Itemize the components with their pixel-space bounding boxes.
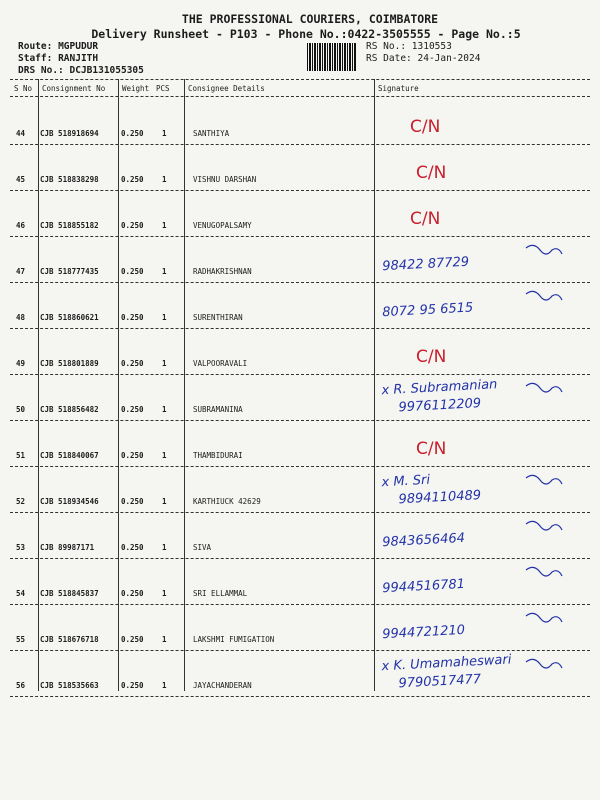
pieces-count: 1 [162,451,167,460]
signature [376,286,596,330]
table-row [0,192,600,238]
pieces-count: 1 [162,405,167,414]
company-title: THE PROFESSIONAL COURIERS, COIMBATORE [181,12,439,26]
signature [376,332,596,376]
serial-number: 51 [16,451,26,460]
row-divider [10,420,590,421]
route-label: Route: [18,41,53,52]
consignment-number: CJB 518777435 [40,267,99,276]
signature-scribble [526,613,562,622]
table-row [0,514,600,560]
serial-number: 53 [16,543,26,552]
weight-value: 0.250 [121,497,144,506]
weight-value: 0.250 [121,313,144,322]
serial-number: 54 [16,589,26,598]
handwritten-note: x R. Subramanian [381,377,498,399]
consignment-number: CJB 518934546 [40,497,99,506]
consignee-name: SUBRAMANINA [193,405,243,414]
rs-date [366,53,480,64]
table-row [0,284,600,330]
col-header-signature: Signature [378,84,419,93]
table-row [0,146,600,192]
handwritten-note: 9944721210 [381,622,466,643]
signature [376,470,596,514]
runsheet-subtitle: Delivery Runsheet - P103 - Phone No.:0422-3505555 - Page No.:5 [91,27,521,41]
consignment-number: CJB 518535663 [40,681,99,690]
consignment-number: CJB 518860621 [40,313,99,322]
weight-value: 0.250 [121,221,144,230]
row-divider [10,328,590,329]
consignee-name: VENUGOPALSAMY [193,221,252,230]
weight-value: 0.250 [121,267,144,276]
header-top-rule [10,79,590,80]
row-divider [10,604,590,605]
pieces-count: 1 [162,129,167,138]
handwritten-note: 9944516781 [381,576,466,597]
signature [376,240,596,284]
signature-scribble [526,383,562,392]
signature [376,148,596,192]
consignee-name: SANTHIYA [193,129,230,138]
pieces-count: 1 [162,497,167,506]
signature-scribble [526,475,562,484]
pieces-count: 1 [162,175,167,184]
rs-date-label: RS Date: [366,53,412,64]
consignee-name: VALPOORAVALI [193,359,248,368]
serial-number: 50 [16,405,26,414]
weight-value: 0.250 [121,635,144,644]
consignment-number: CJB 518838298 [40,175,99,184]
pieces-count: 1 [162,267,167,276]
consignee-name: JAYACHANDERAN [193,681,252,690]
signature-scribble [526,521,562,530]
consignee-name: SIVA [193,543,212,552]
weight-value: 0.250 [121,359,144,368]
handwritten-note: 9790517477 [398,672,482,692]
drs-label: DRS No.: [18,65,64,76]
cn-mark: C/N [410,117,441,137]
table-row [0,468,600,514]
signature [376,608,596,652]
pieces-count: 1 [162,543,167,552]
weight-value: 0.250 [121,451,144,460]
signature [376,424,596,468]
pieces-count: 1 [162,221,167,230]
col-header-consignment: Consignment No [42,84,106,93]
consignment-number: CJB 518856482 [40,405,99,414]
handwritten-note: 98422 87729 [381,254,470,275]
signature-scribble [526,659,562,668]
signature-scribble [526,245,562,254]
col-header-weight: Weight [122,84,150,93]
weight-value: 0.250 [121,175,144,184]
row-divider [10,466,590,467]
drs-info [18,65,144,76]
consignee-name: RADHAKRISHNAN [193,267,252,276]
consignee-name: LAKSHMI FUMIGATION [193,635,275,644]
rs-no-value: 1310553 [411,41,452,52]
serial-number: 47 [16,267,26,276]
rs-no-label: RS No.: [366,41,407,52]
consignment-number: CJB 518855182 [40,221,99,230]
handwritten-note: x K. Umamaheswari [381,652,512,675]
row-divider [10,374,590,375]
pieces-count: 1 [162,681,167,690]
signature-scribble [526,291,562,300]
staff-label: Staff: [18,53,53,64]
barcode [307,43,357,71]
pieces-count: 1 [162,635,167,644]
signature [376,102,596,146]
handwritten-note: x M. Sri [381,472,431,491]
pieces-count: 1 [162,313,167,322]
col-header-consignee: Consignee Details [188,84,265,93]
pieces-count: 1 [162,589,167,598]
serial-number: 45 [16,175,26,184]
serial-number: 52 [16,497,26,506]
serial-number: 56 [16,681,26,690]
cn-mark: C/N [416,347,447,367]
pieces-count: 1 [162,359,167,368]
consignment-number: CJB 89987171 [40,543,95,552]
row-divider [10,144,590,145]
row-divider [10,512,590,513]
table-row [0,330,600,376]
serial-number: 48 [16,313,26,322]
table-row [0,100,600,146]
signature-scribble [526,567,562,576]
col-header-sno: S No [14,84,33,93]
header-bottom-rule [10,96,590,97]
weight-value: 0.250 [121,405,144,414]
consignment-number: CJB 518840067 [40,451,99,460]
table-row [0,422,600,468]
consignee-name: SURENTHIRAN [193,313,243,322]
route-value: MGPUDUR [58,41,99,52]
rs-date-value: 24-Jan-2024 [417,53,481,64]
table-row [0,652,600,698]
consignment-number: CJB 518918694 [40,129,99,138]
table-row [0,560,600,606]
handwritten-note: 9843656464 [381,530,466,551]
consignee-name: SRI ELLAMMAL [193,589,248,598]
signature [376,194,596,238]
consignment-number: CJB 518845837 [40,589,99,598]
row-divider [10,236,590,237]
signature [376,562,596,606]
row-divider [10,650,590,651]
consignee-name: KARTHIUCK 42629 [193,497,261,506]
table-row [0,606,600,652]
row-divider [10,558,590,559]
signature [376,654,596,698]
consignment-number: CJB 518676718 [40,635,99,644]
row-divider [10,696,590,697]
staff-value: RANJITH [58,53,99,64]
weight-value: 0.250 [121,589,144,598]
cn-mark: C/N [410,209,441,229]
weight-value: 0.250 [121,129,144,138]
signature [376,378,596,422]
weight-value: 0.250 [121,681,144,690]
cn-mark: C/N [416,439,447,459]
handwritten-note: 8072 95 6515 [381,300,474,321]
staff-info [18,53,98,64]
consignee-name: VISHNU DARSHAN [193,175,257,184]
col-header-pcs: PCS [156,84,170,93]
consignment-number: CJB 518801889 [40,359,99,368]
rs-number [366,41,452,52]
serial-number: 46 [16,221,26,230]
route-info [18,41,98,52]
row-divider [10,190,590,191]
serial-number: 44 [16,129,26,138]
serial-number: 49 [16,359,26,368]
serial-number: 55 [16,635,26,644]
row-divider [10,282,590,283]
signature [376,516,596,560]
cn-mark: C/N [416,163,447,183]
table-row [0,376,600,422]
weight-value: 0.250 [121,543,144,552]
handwritten-note: 9894110489 [398,488,482,508]
table-row [0,238,600,284]
handwritten-note: 9976112209 [398,396,482,416]
drs-value: DCJB131055305 [69,65,144,76]
consignee-name: THAMBIDURAI [193,451,243,460]
